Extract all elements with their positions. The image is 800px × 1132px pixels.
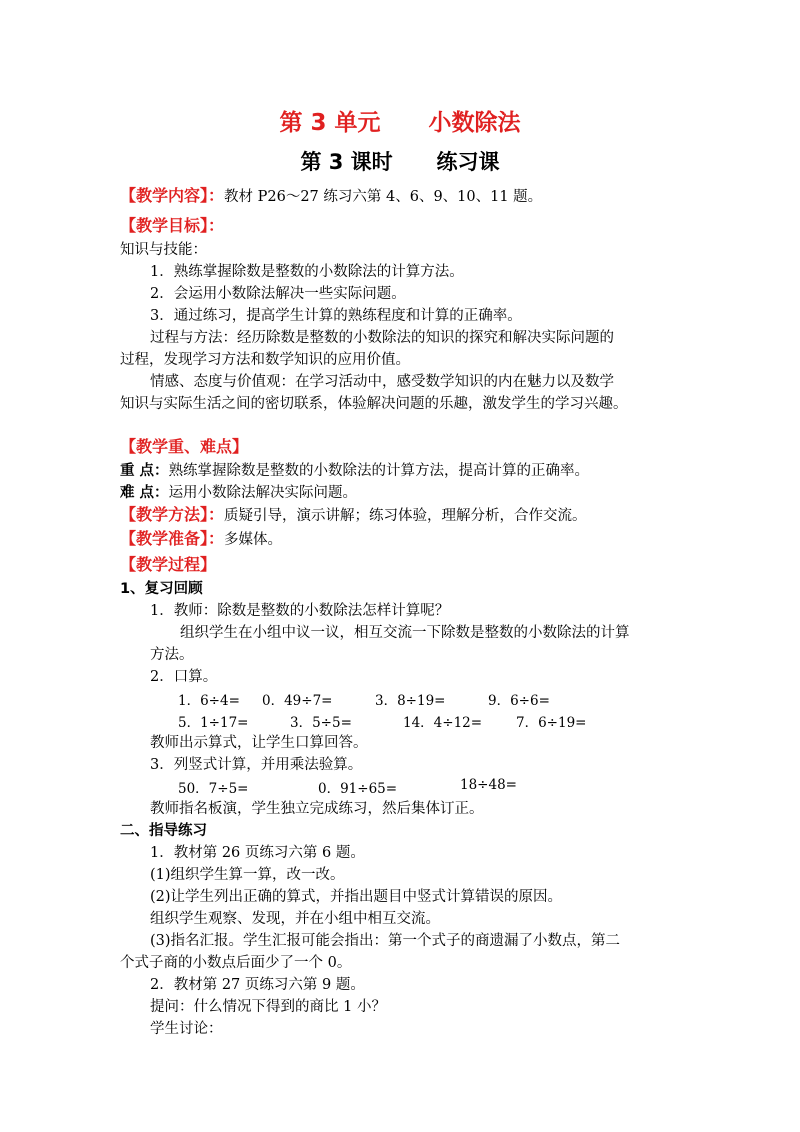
oral-calc-item: 7．6÷19=	[516, 715, 587, 731]
key-points-heading	[120, 437, 248, 458]
difficult-point-label: 难 点：	[120, 485, 169, 501]
process-goal-line-1: 过程与方法：经历除数是整数的小数除法的知识的探究和解决实际问题的	[150, 330, 614, 346]
method-text: 质疑引导，演示讲解；练习体验，理解分析，合作交流。	[224, 508, 587, 524]
goal-item-1: 1．熟练掌握除数是整数的小数除法的计算方法。	[150, 264, 464, 280]
oral-calc-note: 教师出示算式，让学生口算回答。	[150, 735, 368, 751]
guided-question-2: 2．教材第 27 页练习六第 9 题。	[150, 977, 365, 993]
review-heading: 1、复习回顾	[120, 581, 203, 597]
vertical-calc-note: 教师指名板演，学生独立完成练习，然后集体订正。	[150, 801, 484, 817]
key-points-label: 【教学重、难点】	[120, 437, 249, 456]
oral-calc-item: 0．49÷7=	[262, 693, 333, 709]
method-line	[120, 505, 587, 526]
prep-line	[120, 529, 282, 550]
oral-calc-item: 3．5÷5=	[290, 715, 352, 731]
process-goal-line-2: 过程，发现学习方法和数学知识的应用价值。	[120, 352, 410, 368]
oral-calc-item: 3．8÷19=	[375, 693, 446, 709]
vertical-calc-item: 18÷48=	[460, 777, 517, 793]
content-line	[120, 186, 542, 207]
unit-title: 第 3 单元 小数除法	[279, 110, 521, 136]
guided-question-2-discuss: 学生讨论：	[150, 1021, 223, 1037]
content-text: 教材 P26～27 练习六第 4、6、9、10、11 题。	[224, 189, 543, 205]
difficult-point-text: 运用小数除法解决实际问题。	[168, 485, 358, 501]
guided-step-3-line-1: (3)指名汇报。学生汇报可能会指出：第一个式子的商遗漏了小数点，第二	[150, 933, 621, 949]
oral-calc-item: 5．1÷17=	[178, 715, 249, 731]
prep-label: 【教学准备】：	[120, 529, 225, 548]
review-question-1: 1．教师：除数是整数的小数除法怎样计算呢？	[150, 603, 450, 619]
vertical-calc-item: 0．91÷65=	[318, 781, 398, 797]
prep-text: 多媒体。	[224, 532, 283, 548]
key-point-text: 熟练掌握除数是整数的小数除法的计算方法，提高计算的正确率。	[168, 463, 590, 479]
oral-calc-item: 1．6÷4=	[178, 693, 240, 709]
process-heading	[120, 555, 216, 576]
guided-step-2: (2)让学生列出正确的算式，并指出题目中竖式计算错误的原因。	[150, 889, 563, 905]
guided-question-2-ask: 提问：什么情况下得到的商比 1 小？	[150, 999, 386, 1015]
guided-question-1: 1．教材第 26 页练习六第 6 题。	[150, 845, 365, 861]
emotion-goal-line-1: 情感、态度与价值观：在学习活动中，感受数学知识的内在魅力以及数学	[150, 374, 614, 390]
vertical-calc-item: 50．7÷5=	[178, 781, 249, 797]
lesson-title: 第 3 课时 练习课	[300, 150, 500, 174]
oral-calc-item: 14．4÷12=	[403, 715, 483, 731]
vertical-calc-heading: 3．列竖式计算，并用乘法验算。	[150, 757, 363, 773]
goal-item-2: 2．会运用小数除法解决一些实际问题。	[150, 286, 406, 302]
difficult-point-line	[120, 483, 357, 503]
emotion-goal-line-2: 知识与实际生活之间的密切联系，体验解决问题的乐趣，激发学生的学习兴趣。	[120, 396, 628, 412]
oral-calc-heading: 2．口算。	[150, 669, 218, 685]
process-label: 【教学过程】	[120, 555, 217, 574]
review-answer-line-2: 方法。	[150, 647, 194, 663]
guided-step-1: (1)组织学生算一算，改一改。	[150, 867, 345, 883]
goal-item-3: 3．通过练习，提高学生计算的熟练程度和计算的正确率。	[150, 308, 522, 324]
key-point-line	[120, 461, 589, 481]
content-label: 【教学内容】：	[120, 186, 225, 205]
review-answer-line-1: 组织学生在小组中议一议，相互交流一下除数是整数的小数除法的计算	[180, 625, 630, 641]
guided-step-2-detail: 组织学生观察、发现，并在小组中相互交流。	[150, 911, 440, 927]
guided-practice-heading: 二、指导练习	[120, 823, 207, 839]
goals-label: 【教学目标】：	[120, 216, 225, 235]
knowledge-label: 知识与技能：	[120, 242, 207, 258]
method-label: 【教学方法】：	[120, 505, 225, 524]
oral-calc-item: 9．6÷6=	[488, 693, 550, 709]
key-point-label: 重 点：	[120, 463, 169, 479]
goals-heading	[120, 216, 224, 237]
guided-step-3-line-2: 个式子商的小数点后面少了一个 0。	[120, 955, 352, 971]
